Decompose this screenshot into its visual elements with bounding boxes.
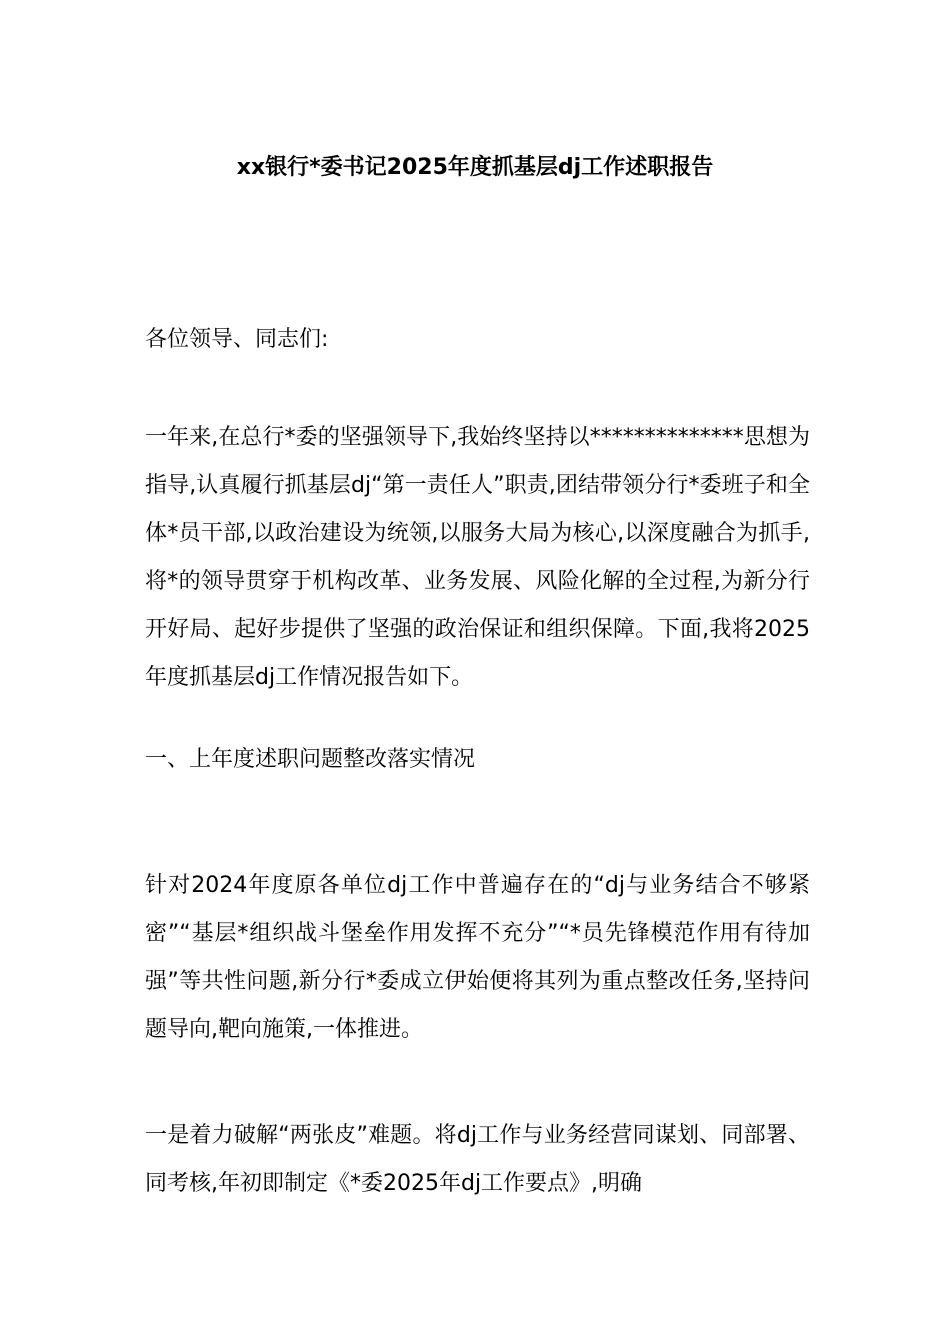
document-title: xx银行*委书记2025年度抓基层dj工作述职报告 (236, 155, 714, 180)
paragraph-intro: 一年来,在总行*委的坚强领导下,我始终坚持以**************思想为指导,认真履行抓基层dj“第一责任人”职责,团结带领分行*委班子和全体*员干部,以政治建设为统领,以服务大局为核心,以深度融合为抓手,将*的领导贯穿于机构改革、业务发展、风险化解的全过程,为新分行开好局、起好步提供了坚强的政治保证和组织保障。下面,我将2025年度抓基层dj工作情况报告如下。 (145, 425, 810, 690)
section-heading: 一、上年度述职问题整改落实情况 (145, 747, 476, 772)
paragraph-rectification: 针对2024年度原各单位dj工作中普遍存在的“dj与业务结合不够紧密”“基层*组织战斗堡垒作用发挥不充分”“*员先锋模范作用有待加强”等共性问题,新分行*委成立伊始便将其列为重点整改任务,坚持问题导向,靶向施策,一体推进。 (145, 873, 810, 1042)
paragraph-measure-one: 一是着力破解“两张皮”难题。将dj工作与业务经营同谋划、同部署、同考核,年初即制定《*委2025年dj工作要点》,明确 (145, 1123, 810, 1196)
salutation: 各位领导、同志们: (145, 327, 329, 352)
